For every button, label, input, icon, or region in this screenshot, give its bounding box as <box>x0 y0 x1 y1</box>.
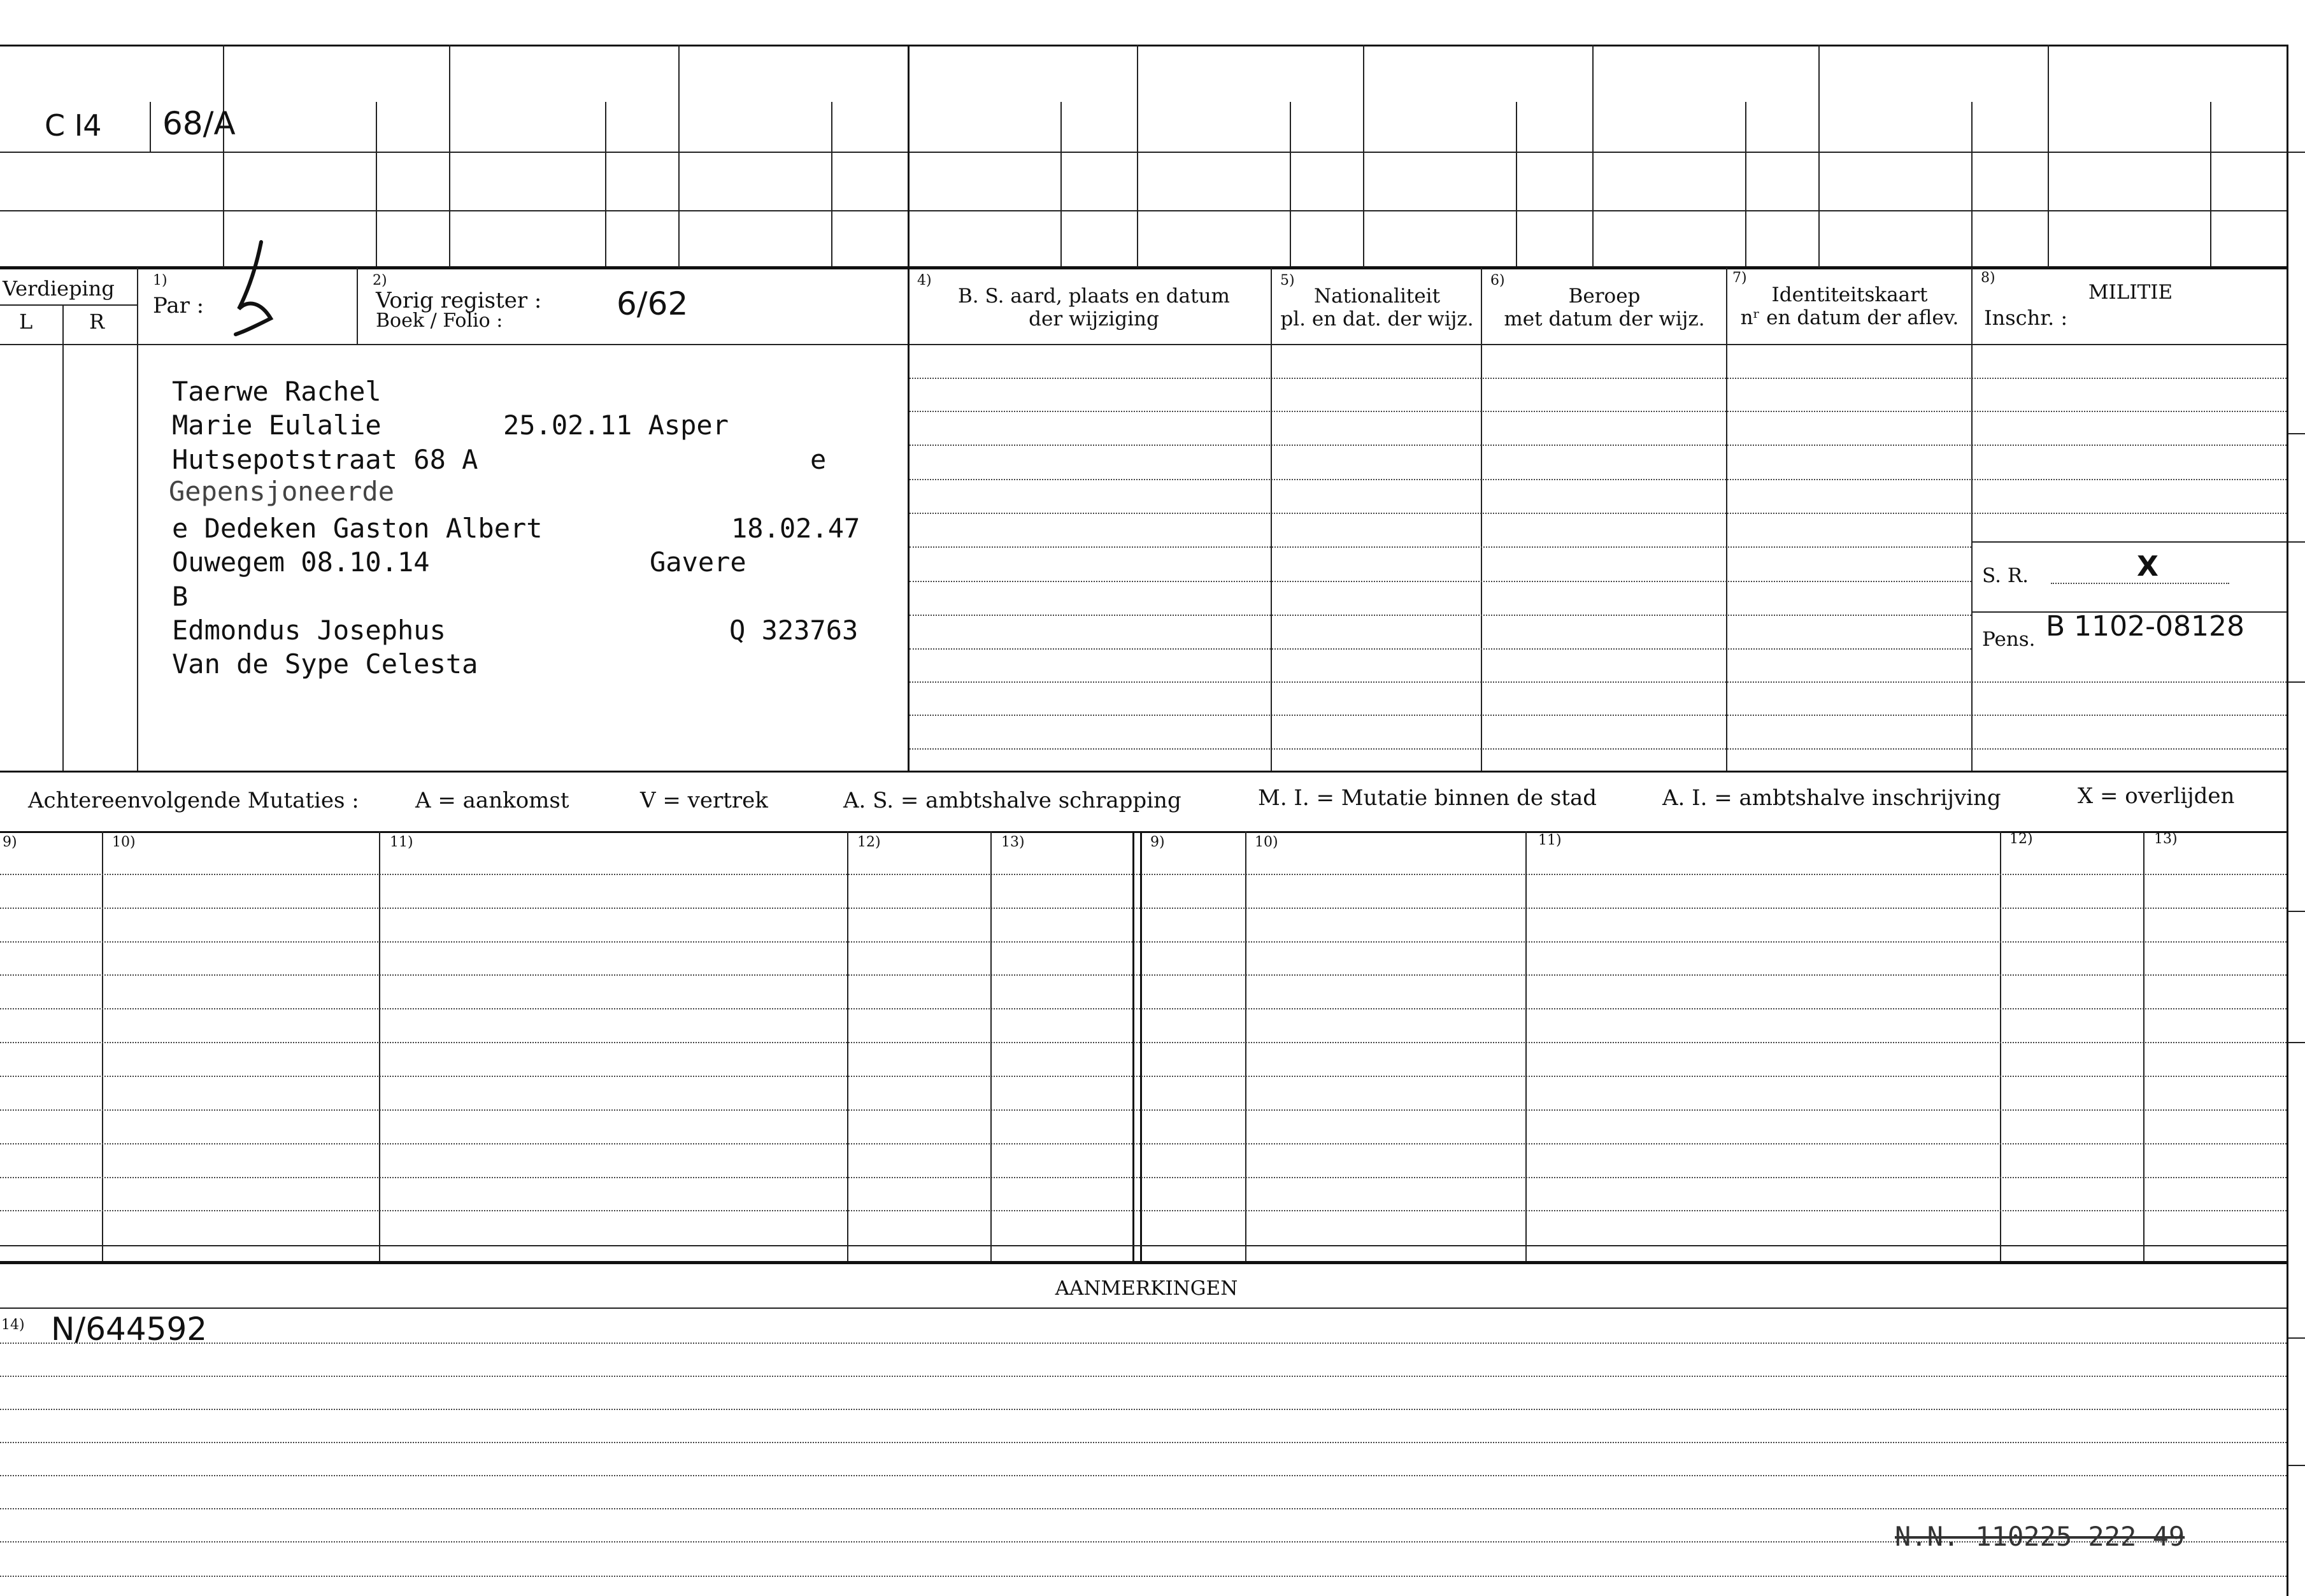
col7-num: 7) <box>1732 270 1747 286</box>
aanmerkingen-title: AANMERKINGEN <box>1055 1277 1238 1300</box>
col5-num: 5) <box>1280 273 1295 289</box>
code-box-number: 68/A <box>162 105 236 142</box>
aanmerkingen-value: N/644592 <box>51 1311 208 1348</box>
aanmerkingen-num: 14) <box>1 1317 25 1333</box>
person-line3b: e <box>810 444 827 475</box>
col4-num: 4) <box>917 273 932 289</box>
col5-line1: Nationaliteit <box>1313 285 1441 308</box>
mutaties-a: A = aankomst <box>415 788 569 813</box>
code-box-code: C I4 <box>45 108 102 143</box>
sr-label: S. R. <box>1982 564 2029 587</box>
vorig-num: 2) <box>373 273 387 289</box>
col8-num: 8) <box>1981 270 1995 286</box>
person-line4: Gepensjoneerde <box>169 476 395 507</box>
person-line3a: Hutsepotstraat 68 A <box>172 444 478 475</box>
verdieping-left: L <box>19 310 33 334</box>
par-label: Par : <box>153 293 204 318</box>
vorig-label: Vorig register : <box>376 288 542 313</box>
mut-col-11: 11) <box>390 834 413 850</box>
mut-col-10: 10) <box>112 834 136 850</box>
mutaties-v: V = vertrek <box>640 788 768 813</box>
person-line6b: Gavere <box>650 546 746 578</box>
mut-col-12: 12) <box>857 834 881 850</box>
col7-line2: nʳ en datum der aflev. <box>1740 306 1959 329</box>
person-line6a: Ouwegem 08.10.14 <box>172 546 430 578</box>
mut-col-12b: 12) <box>2009 831 2033 847</box>
person-line2a: Marie Eulalie <box>172 410 382 441</box>
verdieping-label: Verdieping <box>3 276 115 301</box>
mut-col-10b: 10) <box>1255 834 1278 850</box>
person-line9: Van de Sype Celesta <box>172 648 478 680</box>
col7-line1: Identiteitskaart <box>1771 283 1928 306</box>
person-line2b: 25.02.11 Asper <box>503 410 729 441</box>
vorig-value: 6/62 <box>617 285 689 322</box>
col6-num: 6) <box>1490 273 1505 289</box>
person-line5b: 18.02.47 <box>731 513 860 544</box>
col4-line1: B. S. aard, plaats en datum <box>958 285 1230 308</box>
militie-title: MILITIE <box>2088 281 2173 304</box>
boek-folio-label: Boek / Folio : <box>376 310 503 332</box>
pens-value: B 1102-08128 <box>2046 610 2244 643</box>
mutaties-x: X = overlijden <box>2078 783 2235 809</box>
pens-label: Pens. <box>1982 628 2036 651</box>
person-line5a: e Dedeken Gaston Albert <box>172 513 543 544</box>
mutaties-ai: A. I. = ambtshalve inschrijving <box>1662 785 2001 811</box>
col5-line2: pl. en dat. der wijz. <box>1280 308 1474 331</box>
mutaties-title: Achtereenvolgende Mutaties : <box>28 788 359 813</box>
verdieping-right: R <box>89 310 105 334</box>
person-line8b: Q 323763 <box>729 615 859 646</box>
signature-mark <box>223 239 280 341</box>
person-line1: Taerwe Rachel <box>172 376 382 407</box>
sr-value: X <box>2137 550 2159 583</box>
col6-line1: Beroep <box>1568 285 1641 308</box>
nn-number: N.N. 110225 222 49 <box>1895 1521 2185 1552</box>
mut-col-9: 9) <box>3 834 17 850</box>
mutaties-as: A. S. = ambtshalve schrapping <box>843 788 1181 813</box>
inschr-label: Inschr. : <box>1984 306 2068 330</box>
mut-col-13b: 13) <box>2154 831 2178 847</box>
col6-line2: met datum der wijz. <box>1504 308 1705 331</box>
person-line7: B <box>172 581 189 612</box>
mut-col-13: 13) <box>1001 834 1025 850</box>
mutaties-mi: M. I. = Mutatie binnen de stad <box>1258 785 1597 811</box>
person-line8a: Edmondus Josephus <box>172 615 446 646</box>
mut-col-11b: 11) <box>1538 832 1562 848</box>
col4-line2: der wijziging <box>1029 308 1159 331</box>
mut-col-9b: 9) <box>1150 834 1165 850</box>
par-num: 1) <box>153 273 168 289</box>
